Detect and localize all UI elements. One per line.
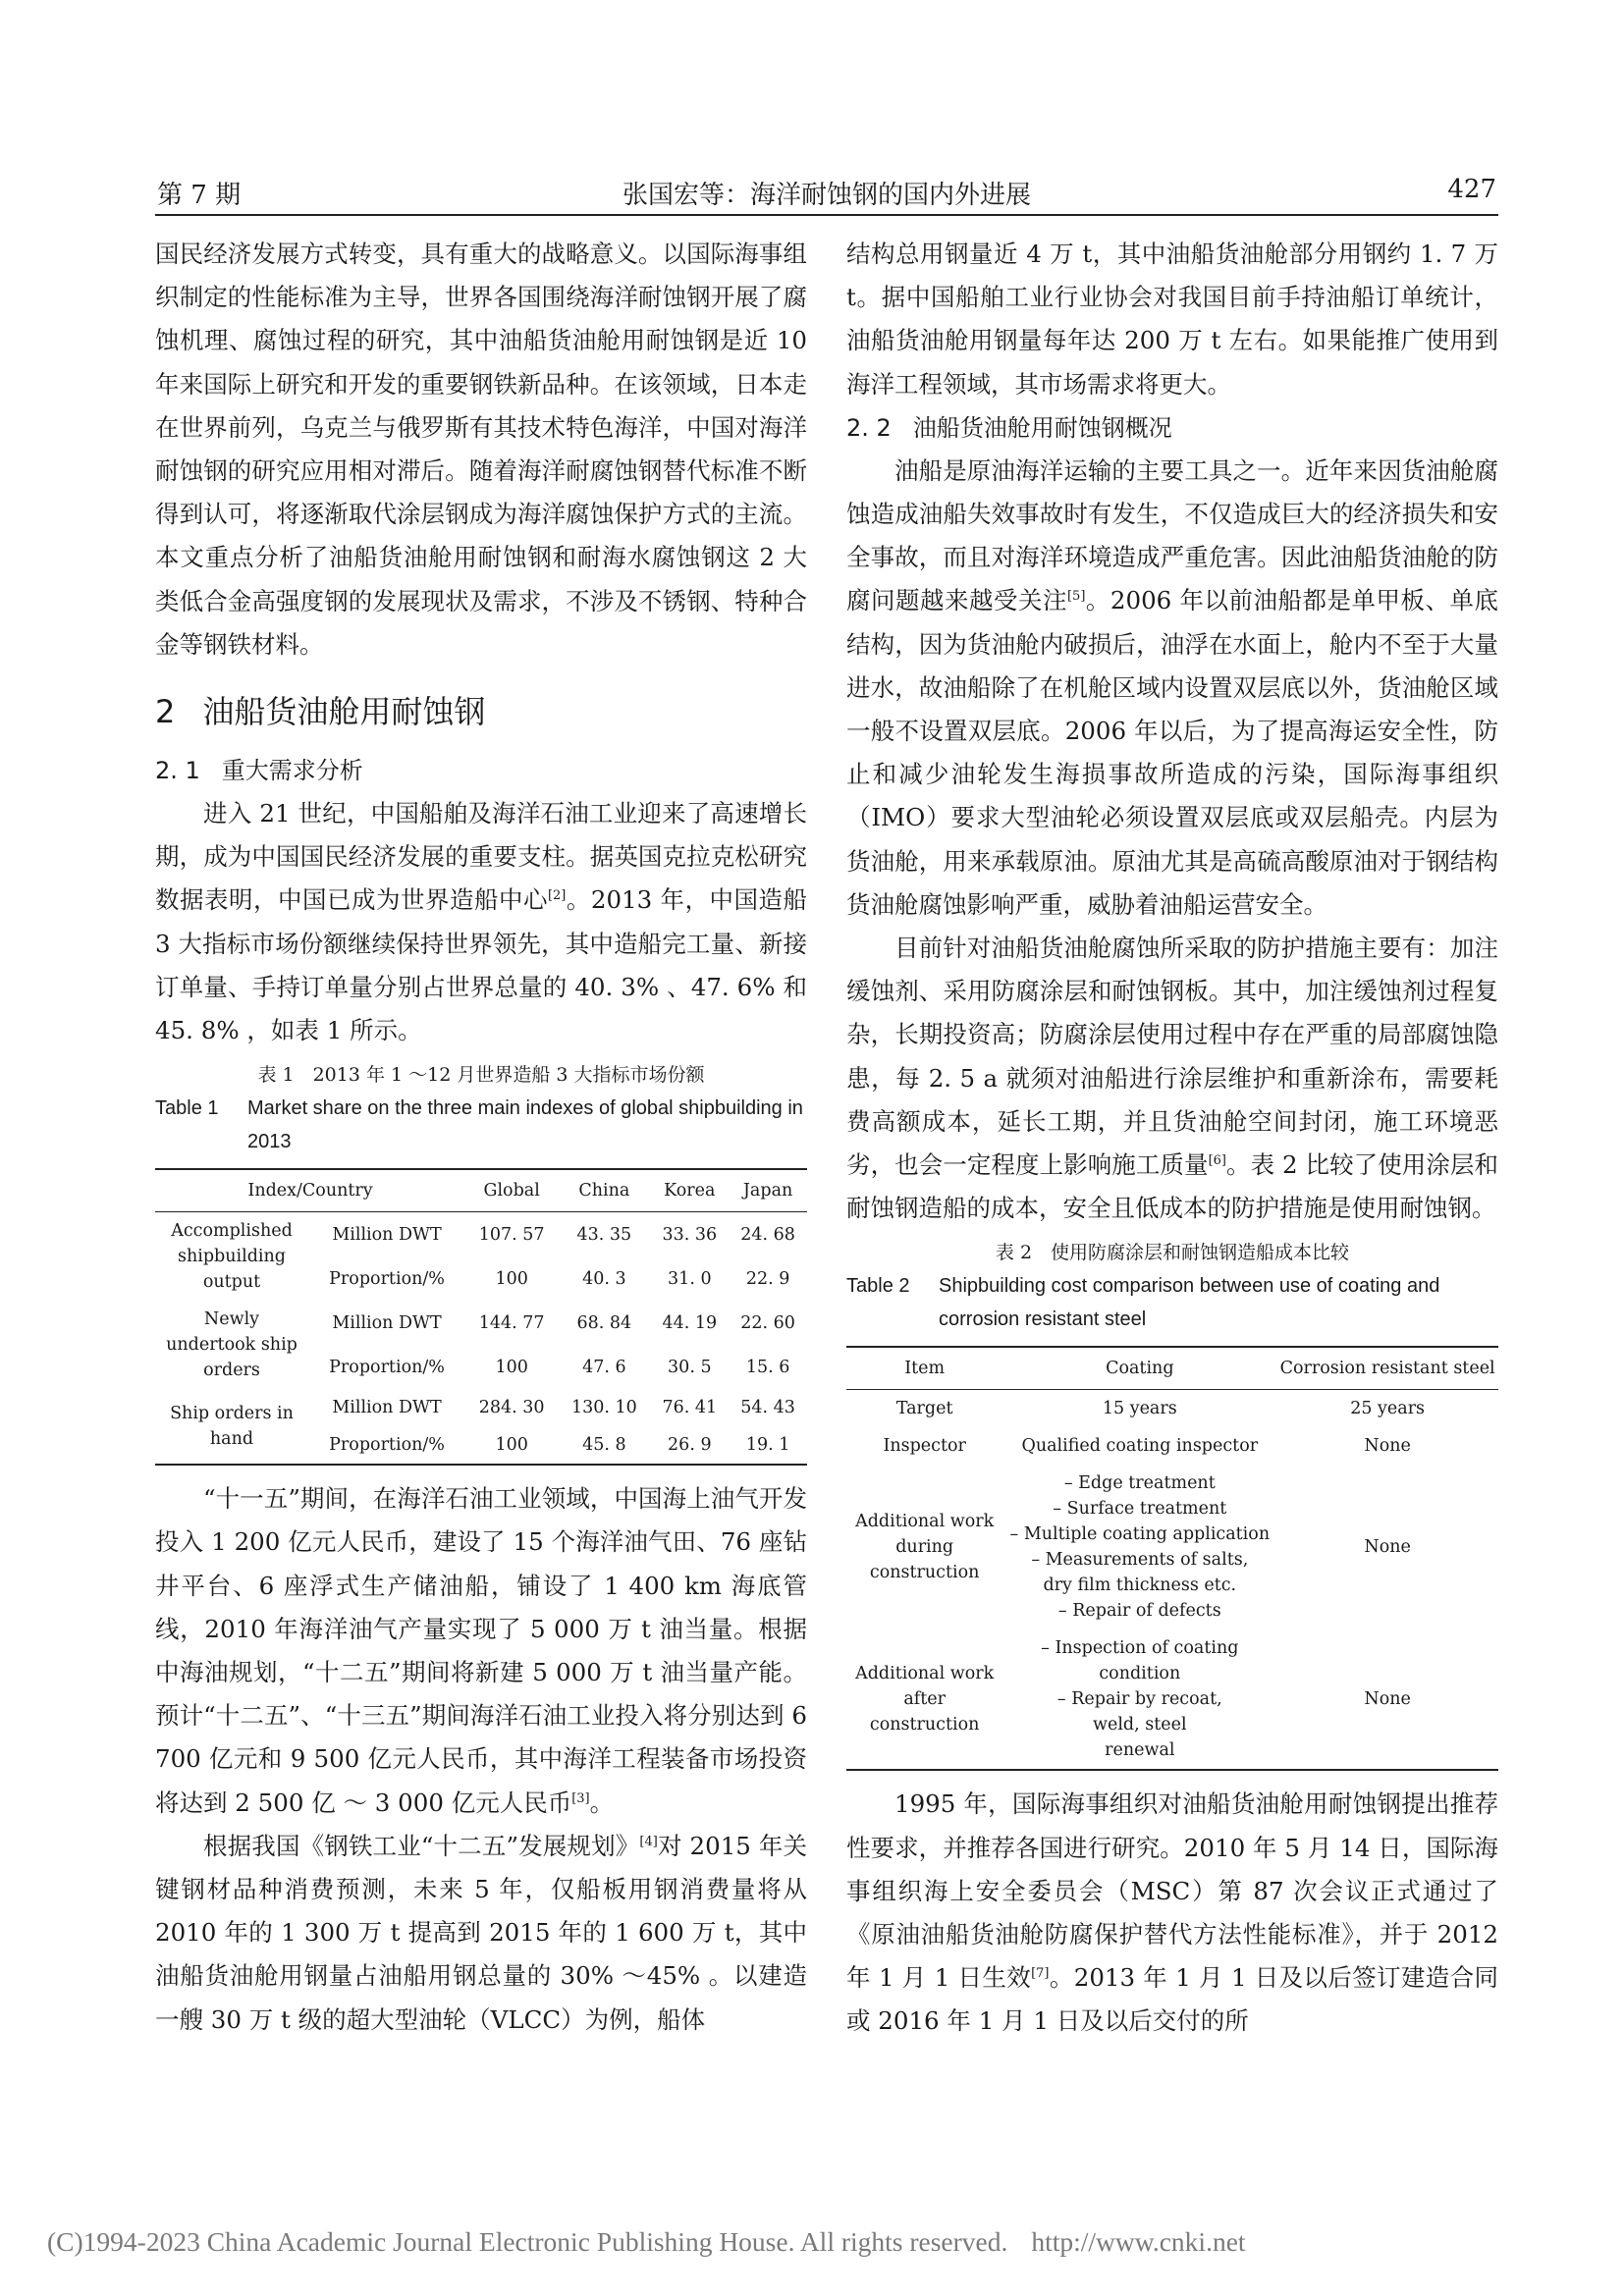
table-cell: Additional work after construction: [846, 1629, 1002, 1770]
table-1-caption-cn: 表 1 2013 年 1 ～12 月世界造船 3 大指标市场份额: [257, 1064, 705, 1087]
table-cell: [1002, 1629, 1276, 1770]
table-cell: 15. 6: [745, 1357, 790, 1377]
table-row: [846, 1390, 1498, 1428]
table-cell: None: [1276, 1629, 1498, 1770]
subsection-number: 2. 1: [155, 757, 200, 785]
table-cell: 40. 3: [582, 1268, 626, 1289]
table-cell: None: [1364, 1436, 1411, 1457]
table-caption-text: Market share on the three main indexes of global shipbuilding in 2013: [247, 1097, 803, 1153]
table-cell: 15 years: [1102, 1399, 1177, 1419]
table-cell: 47. 6: [582, 1357, 626, 1377]
paragraph-text: 根据我国《钢铁工业“十二五”发展规划》: [203, 1831, 640, 1860]
citation[interactable]: [7]: [1031, 1966, 1050, 1982]
table-cell: 54. 43: [740, 1398, 795, 1418]
table-label: Table 1: [155, 1097, 219, 1120]
table-cell: Qualified coating inspector: [1021, 1436, 1259, 1457]
table-cell: 45. 8: [558, 1426, 650, 1465]
cell-line: – Edge treatment: [1063, 1473, 1216, 1494]
footer-link[interactable]: http://www.cnki.net: [1031, 2226, 1246, 2257]
table-row: [155, 1389, 807, 1426]
table-cell: 22. 9: [745, 1268, 790, 1289]
left-column: [155, 233, 807, 2042]
right-column: [846, 233, 1498, 2044]
table-2-caption-en: [846, 1269, 1498, 1336]
table-cell: Proportion/%: [308, 1426, 465, 1465]
column-header: Item: [846, 1347, 1002, 1390]
table-cell: 100: [495, 1268, 528, 1289]
table-cell: None: [1364, 1537, 1411, 1558]
table-row: [846, 1465, 1498, 1629]
paragraph-text: 。表 2 比较了使用涂层和耐蚀钢造船的成本，安全且低成本的防护措施是使用耐蚀钢。: [846, 1150, 1498, 1223]
table-cell: Inspector: [883, 1436, 966, 1457]
paragraph-text: 。2006 年以前油船都是单甲板、单底结构，因为货油舱内破损后，油浮在水面上，舱内不至于大量进水，故油船除了在机舱区域内设置双层底以外，货油舱区域一般不设置双层底。2006 年以后，为了提高海运安全性，防止和减少油轮发生海损事故所造成的污染，国际海事组织（IMO）要求大型油轮必须设置双层底或双层船壳。内层为货油舱，用来承载原油。原油尤其是高硫高酸原油对于钢结构货油舱腐蚀影响严重，威胁着油船运营安全。: [846, 586, 1499, 919]
running-header: [155, 175, 1498, 216]
paragraph-text: 对 2015 年关键钢材品种消费预测，未来 5 年，仅船板用钢消费量将从 2010 年的 1 300 万 t 提高到 2015 年的 1 600 万 t，其中油船货油舱用钢量占油船用钢总量的 30% ～45% 。以建造一艘 30 万 t 级的超大型油轮（VLCC）为例，船体: [155, 1831, 807, 2034]
citation[interactable]: [2]: [547, 888, 567, 904]
cell-line: weld, steel: [1093, 1715, 1187, 1735]
table-cell: 107. 57: [478, 1224, 545, 1245]
cell-line: – Multiple coating application: [1009, 1524, 1271, 1545]
column-header: Korea: [650, 1169, 729, 1212]
issue-label: 第 7 期: [157, 181, 242, 210]
paragraph-text: 。2013 年 1 月 1 日及以后签订建造合同或 2016 年 1 月 1 日及以后交付的所: [846, 1963, 1499, 2036]
table-cell: 25 years: [1350, 1399, 1426, 1419]
table-cell: 100: [495, 1357, 528, 1377]
table-cell: 43. 35: [576, 1224, 632, 1245]
cell-line: condition: [1099, 1664, 1181, 1684]
copyright-text: (C)1994-2023 China Academic Journal Electronic Publishing House. All rights reserved.: [47, 2226, 1008, 2257]
paragraph-text: 油船是原油海洋运输的主要工具之一。近年来因货油舱腐蚀造成油船失效事故时有发生，不仅造成巨大的经济损失和安全事故，而且对海洋环境造成严重危害。因此油船货油舱的防腐问题越来越受关注: [846, 455, 1498, 615]
column-header: Coating: [1002, 1347, 1276, 1390]
subsection-heading: [155, 749, 807, 792]
table-cell: 144. 77: [478, 1312, 545, 1333]
table-cell: 19. 1: [729, 1426, 807, 1465]
paragraph: [155, 1825, 807, 2042]
table-2-caption-cn: 表 2 使用防腐涂层和耐蚀钢造船成本比较: [995, 1242, 1350, 1264]
table-cell: 100: [465, 1426, 558, 1465]
page-number: 427: [1447, 175, 1496, 204]
table-cell: 130. 10: [570, 1398, 637, 1418]
table-1-caption-en: [155, 1092, 807, 1158]
column-header: Japan: [729, 1169, 807, 1212]
table-cell: [1002, 1465, 1276, 1629]
column-header: Corrosion resistant steel: [1276, 1347, 1498, 1390]
paragraph-text: 目前针对油船货油舱腐蚀所采取的防护措施主要有：加注缓蚀剂、采用防腐涂层和耐蚀钢板。其中，加注缓蚀剂过程复杂，长期投资高；防腐涂层使用过程中存在严重的局部腐蚀隐患，每 2. 5 a 就须对油船进行涂层维护和重新涂布，需要耗费高额成本，延长工期，并且货油舱空间封闭，施工环境恶劣，也会一定程度上影响施工质量: [846, 934, 1498, 1180]
table-cell: 68. 84: [576, 1312, 632, 1333]
row-group-label: Newly undertook ship orders: [166, 1309, 298, 1381]
paragraph: [846, 450, 1498, 927]
table-caption-text: Shipbuilding cost comparison between use of coating and corrosion resistant steel: [939, 1275, 1440, 1331]
table-cell: 76. 41: [662, 1398, 718, 1418]
table-cell: 24. 68: [740, 1224, 795, 1245]
section-heading: [155, 688, 807, 735]
paragraph: [846, 1783, 1498, 2043]
citation[interactable]: [4]: [639, 1834, 658, 1849]
table-cell: Proportion/%: [329, 1268, 445, 1289]
table-label: Table 2: [846, 1275, 910, 1298]
paragraph: [155, 792, 807, 1052]
table-cell: 30. 5: [668, 1357, 712, 1377]
running-title: 张国宏等：海洋耐蚀钢的国内外进展: [622, 181, 1031, 210]
cell-line: – Inspection of coating: [1041, 1638, 1239, 1659]
table-row: [846, 1629, 1498, 1770]
subsection-title: 油船货油舱用耐蚀钢概况: [912, 413, 1172, 442]
paragraph-text: 。2013 年，中国造船 3 大指标市场份额继续保持世界领先，其中造船完工量、新接订单量、手持订单量分别占世界总量的 40. 3% 、47. 6% 和 45. 8% ，如表 1 所示。: [155, 885, 808, 1045]
section-number: 2: [155, 693, 176, 731]
column-header: Index/Country: [155, 1169, 465, 1212]
table-cell: 44. 19: [662, 1312, 718, 1333]
section-title: 油船货油舱用耐蚀钢: [202, 693, 486, 731]
table-cell: 33. 36: [662, 1224, 718, 1245]
table-cell: Target: [895, 1399, 953, 1419]
paragraph-text: 进入 21 世纪，中国船舶及海洋石油工业迎来了高速增长期，成为中国国民经济发展的重要支柱。据英国克拉克松研究数据表明，中国已成为世界造船中心: [155, 799, 807, 915]
row-group-label: Accomplished shipbuilding output: [171, 1221, 293, 1293]
table-row: [155, 1212, 807, 1257]
table-cell: Proportion/%: [329, 1357, 445, 1377]
citation[interactable]: [6]: [1208, 1153, 1226, 1169]
cell-line: dry film thickness etc.: [1043, 1575, 1237, 1596]
row-group-label: Ship orders in hand: [155, 1389, 308, 1465]
cell-line: – Repair of defects: [1057, 1601, 1221, 1622]
paragraph-text: 1995 年，国际海事组织对油船货油舱用耐蚀钢提出推荐性要求，并推荐各国进行研究。2010 年 5 月 14 日，国际海事组织海上安全委员会（MSC）第 87 次会议正式通过了《原油油船货油舱防腐保护替代方法性能标准》，并于 2012 年 1 月 1 日生效: [846, 1789, 1498, 1993]
copyright-footer: [47, 2226, 1579, 2258]
paragraph: [155, 1477, 807, 1825]
citation[interactable]: [5]: [1066, 589, 1086, 605]
cell-line: – Repair by recoat,: [1056, 1689, 1222, 1710]
table-row: [155, 1301, 807, 1345]
paragraph-text: “十一五”期间，在海洋石油工业领域，中国海上油气开发投入 1 200 亿元人民币，建设了 15 个海洋油气田、76 座钻井平台、6 座浮式生产储油船，铺设了 1 400 km 海底管线，2010 年海洋油气产量实现了 5 000 万 t 油当量。根据中海油规划，“十二五”期间将新建 5 000 万 t 油当量产能。预计“十二五”、“十三五”期间海洋石油工业投入将分别达到 6 700 亿元和 9 500 亿元人民币，其中海洋工程装备市场投资将达到 2 500 亿 ～ 3 000 亿元人民币: [155, 1484, 807, 1817]
cell-line: – Measurements of salts,: [1031, 1550, 1249, 1571]
table-row: [846, 1427, 1498, 1465]
column-header: Global: [465, 1169, 558, 1212]
table-cell: Million DWT: [332, 1312, 442, 1333]
table-cell: Million DWT: [332, 1398, 442, 1418]
table-cell: 31. 0: [668, 1268, 712, 1289]
subsection-title: 重大需求分析: [221, 757, 363, 785]
table-1: [155, 1168, 807, 1466]
table-2: [846, 1346, 1498, 1771]
cell-line: – Surface treatment: [1053, 1499, 1227, 1520]
paragraph: 国民经济发展方式转变，具有重大的战略意义。以国际海事组织制定的性能标准为主导，世界各国围绕海洋耐蚀钢开展了腐蚀机理、腐蚀过程的研究，其中油船货油舱用耐蚀钢是近 10 年来国际上研究和开发的重要钢铁新品种。在该领域，日本走在世界前列，乌克兰与俄罗斯有其技术特色海洋，中国对海洋耐蚀钢的研究应用相对滞后。随着海洋耐腐蚀钢替代标准不断得到认可，将逐渐取代涂层钢成为海洋腐蚀保护方式的主流。本文重点分析了油船货油舱用耐蚀钢和耐海水腐蚀钢这 2 大类低合金高强度钢的发展现状及需求，不涉及不锈钢、特种合金等钢铁材料。: [155, 240, 807, 659]
paragraph-text: 。: [589, 1788, 615, 1817]
table-cell: 26. 9: [650, 1426, 729, 1465]
table-cell: 22. 60: [740, 1312, 795, 1333]
paragraph: [846, 927, 1498, 1230]
table-cell: Million DWT: [332, 1224, 442, 1245]
subsection-heading: [846, 406, 1498, 450]
paragraph: 结构总用钢量近 4 万 t，其中油船货油舱部分用钢约 1. 7 万 t。据中国船舶工业行业协会对我国目前手持油船订单统计，油船货油舱用钢量每年达 200 万 t 左右。如果能推广使用到海洋工程领域，其市场需求将更大。: [846, 240, 1498, 399]
column-header: China: [558, 1169, 650, 1212]
table-cell: 284. 30: [478, 1398, 545, 1418]
table-cell: Additional work during construction: [855, 1512, 995, 1583]
cell-line: renewal: [1105, 1740, 1175, 1761]
subsection-number: 2. 2: [846, 413, 892, 442]
citation[interactable]: [3]: [571, 1790, 590, 1806]
